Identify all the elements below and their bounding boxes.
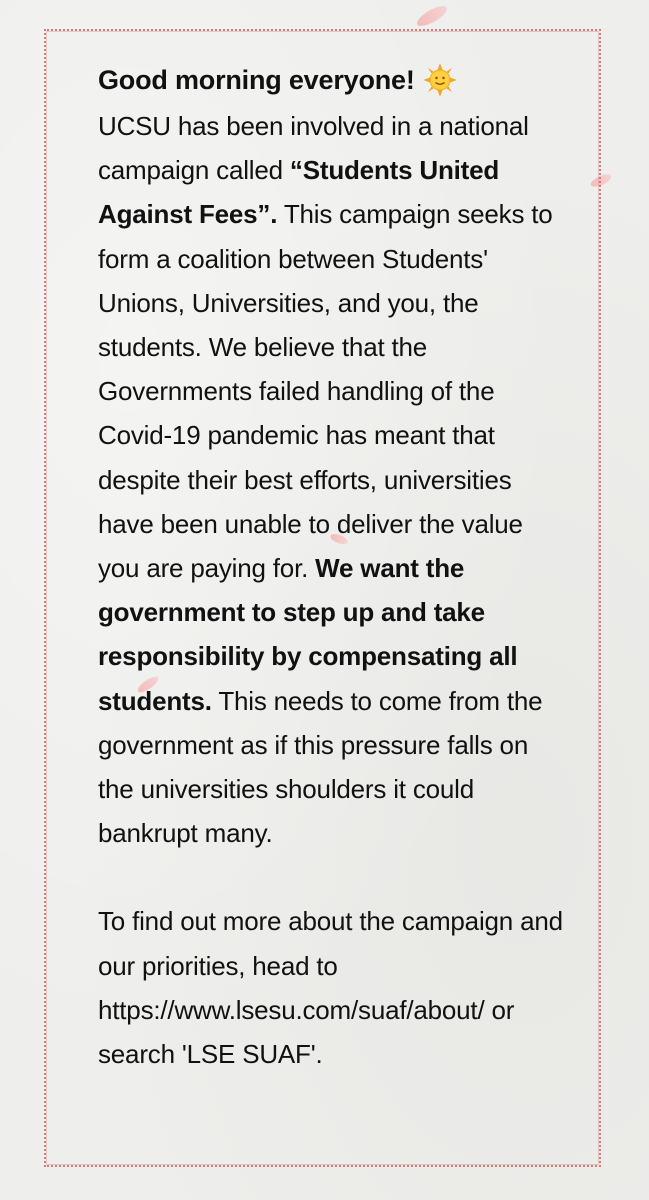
paragraph-text: This needs to come from the government as if this pressure falls on the universities shoulders it could bankrupt many.	[98, 685, 543, 849]
paragraph-text: UCSU has been involved in a national campaign called	[98, 111, 529, 186]
more-info-paragraph: To find out more about the campaign and our priorities, head to https://www.lsesu.com/suaf/about/ or search 'LSE SUAF'.	[98, 906, 563, 1070]
post-title	[98, 56, 568, 104]
sun-with-face-icon	[423, 63, 457, 97]
post-content	[98, 56, 568, 1076]
post-title-text: Good morning everyone!	[98, 65, 415, 95]
paragraph-spacer	[98, 855, 568, 899]
campaign-demand: We want the government to step up and take responsibility by compensating all students.	[98, 553, 518, 716]
campaign-name: “Students United Against Fees”.	[98, 155, 500, 230]
campaign-paragraph	[98, 104, 568, 855]
paragraph-text: This campaign seeks to form a coalition between Students' Unions, Universities, and you, the students. We believe that the Governments failed handling of the Covid-19 pandemic has meant that despite their best efforts, universities have been unable to deliver the value you are paying for.	[98, 199, 553, 584]
